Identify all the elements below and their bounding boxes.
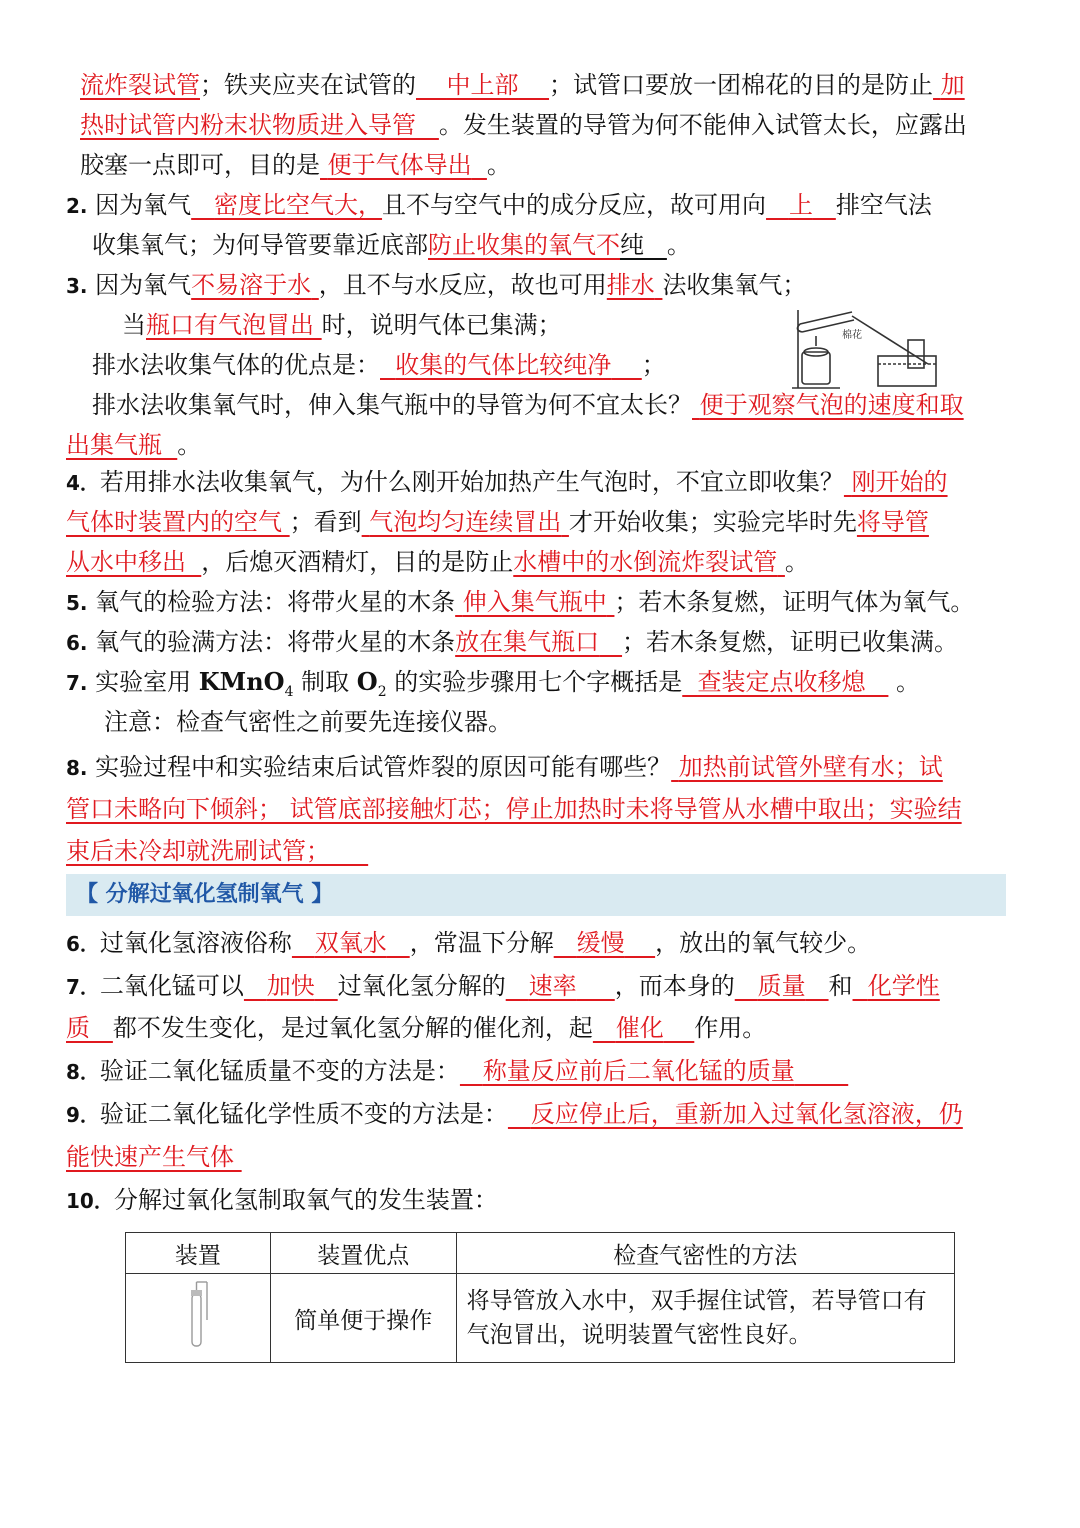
question-number: 7. xyxy=(66,671,88,695)
apparatus-stand xyxy=(792,310,840,388)
answer-blank: 化学性 xyxy=(867,972,940,1000)
q8-line1: 8. 实验过程中和实验结束后试管炸裂的原因可能有哪些？ 加热前试管外壁有水；试 xyxy=(66,753,943,781)
question-number: 10． xyxy=(66,1189,114,1213)
q3-line5: 出集气瓶 。 xyxy=(66,431,202,459)
generator-device-table xyxy=(125,1232,955,1363)
answer-blank: 加快 xyxy=(266,972,315,1000)
answer-blank: 防止收集的氧气不 xyxy=(428,231,620,259)
answer-blank: 气泡均匀连续冒出 xyxy=(369,508,562,536)
oxygen-apparatus-illustration xyxy=(790,300,940,390)
answer-blank: 不易溶于水 xyxy=(191,271,312,299)
answer-blank: 中上部 xyxy=(446,71,519,99)
test-tube-device-icon xyxy=(183,1280,213,1350)
answer-blank: 质 xyxy=(66,1014,90,1042)
answer-blank: 排水 xyxy=(606,271,655,299)
answer-blank: 收集的气体比较纯净 xyxy=(395,351,612,379)
answer-blank: 将导管 xyxy=(856,508,929,536)
answer-blank: 流炸裂试管 xyxy=(80,71,200,99)
table-header-cell: 装置 xyxy=(126,1233,271,1274)
table-header-row xyxy=(126,1233,955,1274)
answer-blank: 出集气瓶 xyxy=(66,431,162,459)
answer-blank: 瓶口有气泡冒出 xyxy=(146,311,314,339)
q2-line2: 收集氧气；为何导管要靠近底部防止收集的氧气不纯 。 xyxy=(92,231,691,259)
answer-blank: 质量 xyxy=(757,972,806,1000)
q4-line1: 4．若用排水法收集氧气，为什么刚开始加热产生气泡时，不宜立即收集？ 刚开始的 xyxy=(66,468,948,496)
answer-blank: 查装定点收移熄 xyxy=(697,668,866,696)
h9-line1: 9．验证二氧化锰化学性质不变的方法是： 反应停止后，重新加入过氧化氢溶液，仍 xyxy=(66,1100,963,1128)
answer-blank: 催化 xyxy=(615,1014,664,1042)
q7-line: 7. 实验室用 KMnO$_4$ 制取 $O_2$ 的实验步骤用七个字概括是 查装定点收移熄 。 xyxy=(66,667,921,700)
p1-line2: 热时试管内粉末状物质进入导管 。发生装置的导管为何不能伸入试管太长，应露出 xyxy=(80,111,967,139)
p1-line3: 胶塞一点即可，目的是 便于气体导出 。 xyxy=(80,151,511,179)
answer-blank: 密度比空气大， xyxy=(214,191,383,219)
h7-line1: 7．二氧化锰可以 加快 过氧化氢分解的 速率 ，而本身的 质量 和 化学性 xyxy=(66,972,940,1000)
answer-blank: 速率 xyxy=(528,972,577,1000)
question-number: 8. xyxy=(66,756,88,780)
question-number: 6． xyxy=(66,932,100,956)
table-header-cell: 检查气密性的方法 xyxy=(456,1233,954,1274)
answer-blank: 上 xyxy=(788,191,813,219)
question-number: 5. xyxy=(66,591,88,615)
q2-line1: 2. 因为氧气 密度比空气大，且不与空气中的成分反应，故可用向 上 排空气法 xyxy=(66,191,932,219)
question-number: 8． xyxy=(66,1060,100,1084)
answer-blank: 加 xyxy=(940,71,965,99)
answer-blank: 水槽中的水倒流炸裂试管 xyxy=(513,548,778,576)
answer-blank: 热时试管内粉末状物质进入导管 xyxy=(80,111,416,139)
question-number: 6. xyxy=(66,631,88,655)
question-number: 3. xyxy=(66,274,88,298)
answer-blank: 称量反应前后二氧化锰的质量 xyxy=(482,1057,795,1085)
q5-line: 5. 氧气的检验方法：将带火星的木条 伸入集气瓶中 ；若木条复燃，证明气体为氧气。 xyxy=(66,588,975,616)
q3-line2: 当瓶口有气泡冒出 时，说明气体已集满； xyxy=(122,311,562,339)
h6-line: 6．过氧化氢溶液俗称 双氧水 ，常温下分解 缓慢 ，放出的氧气较少。 xyxy=(66,929,872,957)
answer-blank: 双氧水 xyxy=(314,929,387,957)
answer-blank: 刚开始的 xyxy=(851,468,948,496)
answer-blank: 伸入集气瓶中 xyxy=(462,588,607,616)
p1-line1: 流炸裂试管；铁夹应夹在试管的 中上部 ；试管口要放一团棉花的目的是防止 加 xyxy=(80,71,965,99)
answer-blank: 能快速产生气体 xyxy=(66,1143,234,1171)
answer-blank: 反应停止后，重新加入过氧化氢溶液，仍 xyxy=(530,1100,963,1128)
device-advantage-cell: 简单便于操作 xyxy=(270,1274,456,1363)
answer-blank: 便于观察气泡的速度和取 xyxy=(699,391,964,419)
question-number: 2. xyxy=(66,194,88,218)
q4-line3: 从水中移出 ，后熄灭酒精灯，目的是防止水槽中的水倒流炸裂试管 。 xyxy=(66,548,809,576)
answer-blank: 缓慢 xyxy=(576,929,625,957)
q3-line4: 排水法收集氧气时，伸入集气瓶中的导管为何不宜太长？ 便于观察气泡的速度和取 xyxy=(92,391,964,419)
answer-blank: 放在集气瓶口 xyxy=(455,628,600,656)
q8-line3 xyxy=(66,836,368,870)
h8-line: 8．验证二氧化锰质量不变的方法是： 称量反应前后二氧化锰的质量 xyxy=(66,1056,848,1090)
question-number: 7． xyxy=(66,975,100,999)
q4-line2: 气体时装置内的空气 ；看到 气泡均匀连续冒出 才开始收集；实验完毕时先将导管 xyxy=(66,508,929,536)
q6-line: 6. 氧气的验满方法：将带火星的木条放在集气瓶口 ；若木条复燃，证明已收集满。 xyxy=(66,628,959,656)
table-row xyxy=(126,1274,955,1363)
airtightness-method-cell: 将导管放入水中，双手握住试管，若导管口有气泡冒出，说明装置气密性良好。 xyxy=(456,1274,954,1363)
device-image-cell xyxy=(126,1274,271,1363)
q3-line3: 排水法收集气体的优点是： 收集的气体比较纯净 ； xyxy=(92,351,666,379)
section-header: 【 分解过氧化氢制氧气 】 xyxy=(66,874,1006,916)
answer-blank: 加热前试管外壁有水；试 xyxy=(678,753,943,781)
q7-note: 注意：检查气密性之前要先连接仪器。 xyxy=(104,708,512,736)
question-number: 4． xyxy=(66,471,100,495)
h7-line2: 质 都不发生变化，是过氧化氢分解的催化剂，起 催化 作用。 xyxy=(66,1014,767,1042)
answer-blank: 便于气体导出 xyxy=(327,151,472,179)
h10-line: 10．分解过氧化氢制取氧气的发生装置： xyxy=(66,1186,498,1214)
table-header-cell: 装置优点 xyxy=(270,1233,456,1274)
answer-blank: 管口未略向下倾斜； 试管底部接触灯芯；停止加热时未将导管从水槽中取出；实验结 xyxy=(66,795,962,823)
question-number: 9． xyxy=(66,1103,100,1127)
answer-blank: 束后未冷却就洗刷试管； xyxy=(66,837,330,865)
q3-line1: 3. 因为氧气不易溶于水 ，且不与水反应，故也可用排水 法收集氧气； xyxy=(66,271,807,299)
q8-line2 xyxy=(66,794,962,828)
cotton-label: 棉花 xyxy=(842,330,862,341)
answer-blank: 从水中移出 xyxy=(66,548,186,576)
h9-line2 xyxy=(66,1142,242,1176)
answer-blank: 气体时装置内的空气 xyxy=(66,508,282,536)
